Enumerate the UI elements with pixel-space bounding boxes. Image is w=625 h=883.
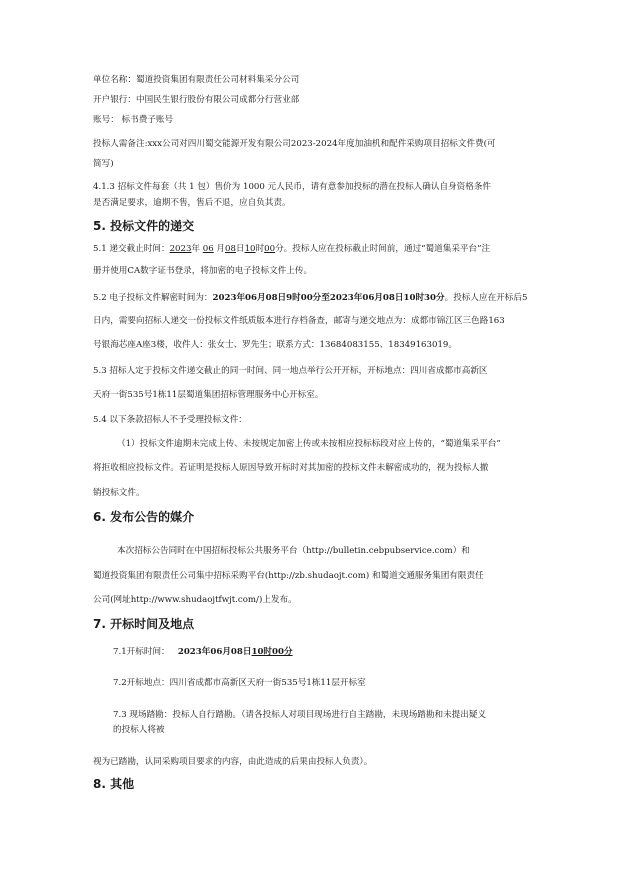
decrypt-time-range: 2023年06月08日9时00分至2023年06月08日10时30分 <box>212 293 445 303</box>
deadline-day: 08 <box>225 244 236 254</box>
clause-5-1-line-2: 册并使用CA数字证书登录，将加密的电子投标文件上传。 <box>93 266 313 276</box>
clause-7-1-label: 7.1开标时间： <box>113 647 170 657</box>
remark-line-1: 投标人需备注:xxx公司对四川蜀交能源开发有限公司2023-2024年度加油机和配件采购项目招标文件费(可 <box>93 139 496 149</box>
clause-5-4-item-1-line-3: 销投标文件。 <box>93 488 145 498</box>
opening-date: 2023年06月08日 <box>177 647 252 657</box>
clause-4-1-3-line-1: 4.1.3 招标文件每套（共 1 包）售价为 1000 元人民币，请有意参加投标的潜在投标人确认自身资格条件 <box>93 182 492 192</box>
deadline-hour: 10 <box>244 244 256 254</box>
clause-5-1-prefix: 5.1 递交截止时间： <box>93 244 170 254</box>
deadline-year-unit: 年 <box>191 244 203 254</box>
deadline-minute: 00 <box>264 244 276 254</box>
deadline-month-unit: 月 <box>213 244 226 254</box>
section-6-line-3: 公司(网址http://www.shudaojtfwjt.com/)上发布。 <box>93 595 297 605</box>
clause-5-4-line-1: 5.4 以下条款招标人不予受理投标文件： <box>93 415 247 425</box>
payee-bank: 开户银行：中国民生银行股份有限公司成都分行营业部 <box>93 95 300 105</box>
section-6-line-2: 蜀道投资集团有限责任公司集中招标采购平台(http://zb.shudaojt.com) 和蜀道交通服务集团有限责任 <box>93 571 484 581</box>
clause-5-2-line-2: 日内，需要向招标人递交一份投标文件纸质版本进行存档备查，邮寄与递交地点为：成都市锦江区三色路163 <box>93 316 505 326</box>
clause-5-4-item-1-line-2: 将拒收相应投标文件。若证明是投标人原因导致开标时对其加密的投标文件未解密成功的，视为投标人撤 <box>93 463 489 473</box>
deadline-day-unit: 日 <box>235 244 245 254</box>
clause-7-3-line-3: 视为已踏勘，认同采购项目要求的内容，由此造成的后果由投标人负责）。 <box>93 757 373 767</box>
clause-4-1-3-line-2: 是否满足要求，逾期不售，售后不退，应自负其责。 <box>93 198 291 208</box>
section-8-heading: 8. 其他 <box>93 777 135 791</box>
clause-7-3-line-2: 的投标人将被 <box>113 725 165 735</box>
section-6-heading: 6. 发布公告的媒介 <box>93 510 195 524</box>
clause-5-3-line-2: 天府一街535号1栋11层蜀道集团招标管理服务中心开标室。 <box>93 390 324 400</box>
clause-5-2-suffix: 。投标人应在开标后5 <box>444 293 528 303</box>
deadline-month: 06 <box>202 244 214 254</box>
opening-time: 10时00分 <box>251 647 293 657</box>
clause-5-2-line-1 <box>93 292 543 304</box>
section-7-heading: 7. 开标时间及地点 <box>93 617 195 631</box>
payee-account: 账号： 标书费子账号 <box>93 115 174 125</box>
clause-7-2: 7.2开标地点：四川省成都市高新区天府一街535号1栋11层开标室 <box>113 678 366 688</box>
clause-5-4-item-1-line-1: （1）投标文件逾期未完成上传、未按规定加密上传或未按相应投标标段对应上传的，“蜀道集采平台” <box>117 439 501 449</box>
clause-5-3-line-1: 5.3 招标人定于投标文件递交截止的同一时间、同一地点举行公开开标，开标地点：四川省成都市高新区 <box>93 366 488 376</box>
clause-7-1 <box>113 646 543 658</box>
clause-5-1-line-1 <box>93 243 543 255</box>
deadline-year: 2023 <box>169 244 192 254</box>
clause-7-3-line-1: 7.3 现场踏勘：投标人自行踏勘。（请各投标人对项目现场进行自主踏勘，未现场踏勘和未提出疑义 <box>113 710 487 720</box>
clause-5-2-line-3: 号银海芯座A座3楼，收件人：张女士、罗先生；联系方式：13684083155、18349163019。 <box>93 340 457 350</box>
clause-5-1-suffix: 分。投标人应在投标截止时间前，通过“蜀道集采平台”注 <box>275 244 491 254</box>
payee-unit-name: 单位名称：蜀道投资集团有限责任公司材料集采分公司 <box>93 75 300 85</box>
remark-line-2: 简写) <box>93 159 114 169</box>
clause-5-2-prefix: 5.2 电子投标文件解密时间为： <box>93 293 213 303</box>
deadline-hour-unit: 时 <box>255 244 265 254</box>
section-5-heading: 5. 投标文件的递交 <box>93 219 195 233</box>
section-6-line-1: 本次招标公告同时在中国招标投标公共服务平台（http://bulletin.cebpubservice.com）和 <box>117 546 470 556</box>
